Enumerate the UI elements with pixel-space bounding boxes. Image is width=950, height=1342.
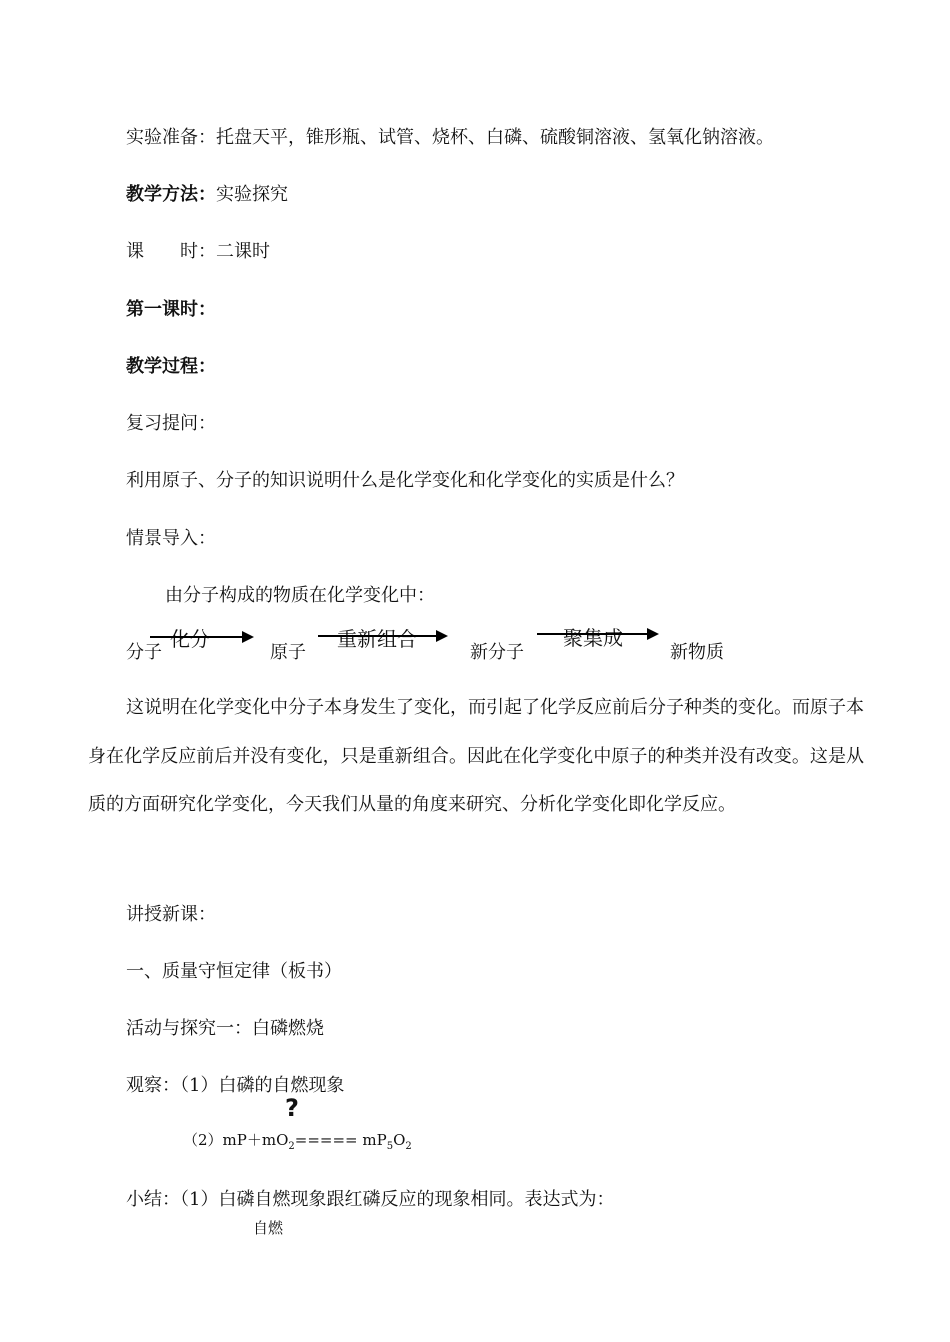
intro-line: 情景导入： xyxy=(126,528,216,549)
flow-label-decompose: 化分 xyxy=(170,627,210,651)
activity-line: 活动与探究一：白磷燃烧 xyxy=(126,1018,324,1039)
flow-word-new-molecule: 新分子 xyxy=(470,642,524,663)
flow-intro-line: 由分子构成的物质在化学变化中： xyxy=(165,585,435,606)
law-heading: 一、质量守恒定律（板书） xyxy=(126,961,342,982)
summary-line: 小结：（1）白磷自燃现象跟红磷反应的现象相同。表达式为： xyxy=(126,1189,615,1210)
equation-line xyxy=(183,1130,412,1157)
equation-sub-1: 2 xyxy=(288,1141,295,1152)
equation-prefix: （2）mP＋mO xyxy=(183,1131,289,1149)
flow-word-molecule: 分子 xyxy=(126,642,162,663)
autoburn-label: 自燃 xyxy=(253,1219,284,1237)
review-line: 复习提问： xyxy=(126,413,216,434)
flow-word-new-substance: 新物质 xyxy=(670,642,724,663)
flow-arrow-1 xyxy=(150,636,250,638)
process-heading: 教学过程： xyxy=(126,356,216,377)
period-line: 课 时：二课时 xyxy=(126,241,270,262)
question-line: 利用原子、分子的知识说明什么是化学变化和化学变化的实质是什么？ xyxy=(126,470,684,491)
explanation-paragraph: 这说明在化学变化中分子本身发生了变化，而引起了化学反应前后分子种类的变化。而原子本身在化学反应前后并没有变化，只是重新组合。因此在化学变化中原子的种类并没有改变。这是从质的方面研究化学变化，今天我们从量的角度来研究、分析化学变化即化学反应。 xyxy=(88,697,864,815)
new-lesson-line: 讲授新课： xyxy=(126,904,216,925)
flow-word-atom: 原子 xyxy=(270,642,306,663)
equation-sub-2: 5 xyxy=(386,1141,394,1152)
method-label: 教学方法： xyxy=(126,184,216,205)
flow-arrow-3 xyxy=(537,633,655,635)
flow-arrow-2 xyxy=(318,635,444,637)
equation-sub-3: 2 xyxy=(405,1141,412,1152)
equation-mid: ===== mP xyxy=(294,1131,387,1149)
first-period-heading: 第一课时： xyxy=(126,299,216,320)
observe-line: 观察：（1）白磷的自燃现象 xyxy=(126,1075,345,1096)
method-line xyxy=(126,183,288,207)
flow-label-recombine: 重新组合 xyxy=(337,627,417,651)
prep-line: 实验准备：托盘天平，锥形瓶、试管、烧杯、白磷、硫酸铜溶液、氢氧化钠溶液。 xyxy=(126,127,774,148)
equation-o: O xyxy=(393,1131,406,1149)
method-value: 实验探究 xyxy=(216,184,288,205)
question-mark: ? xyxy=(285,1094,299,1122)
flow-label-aggregate: 聚集成 xyxy=(563,626,623,650)
